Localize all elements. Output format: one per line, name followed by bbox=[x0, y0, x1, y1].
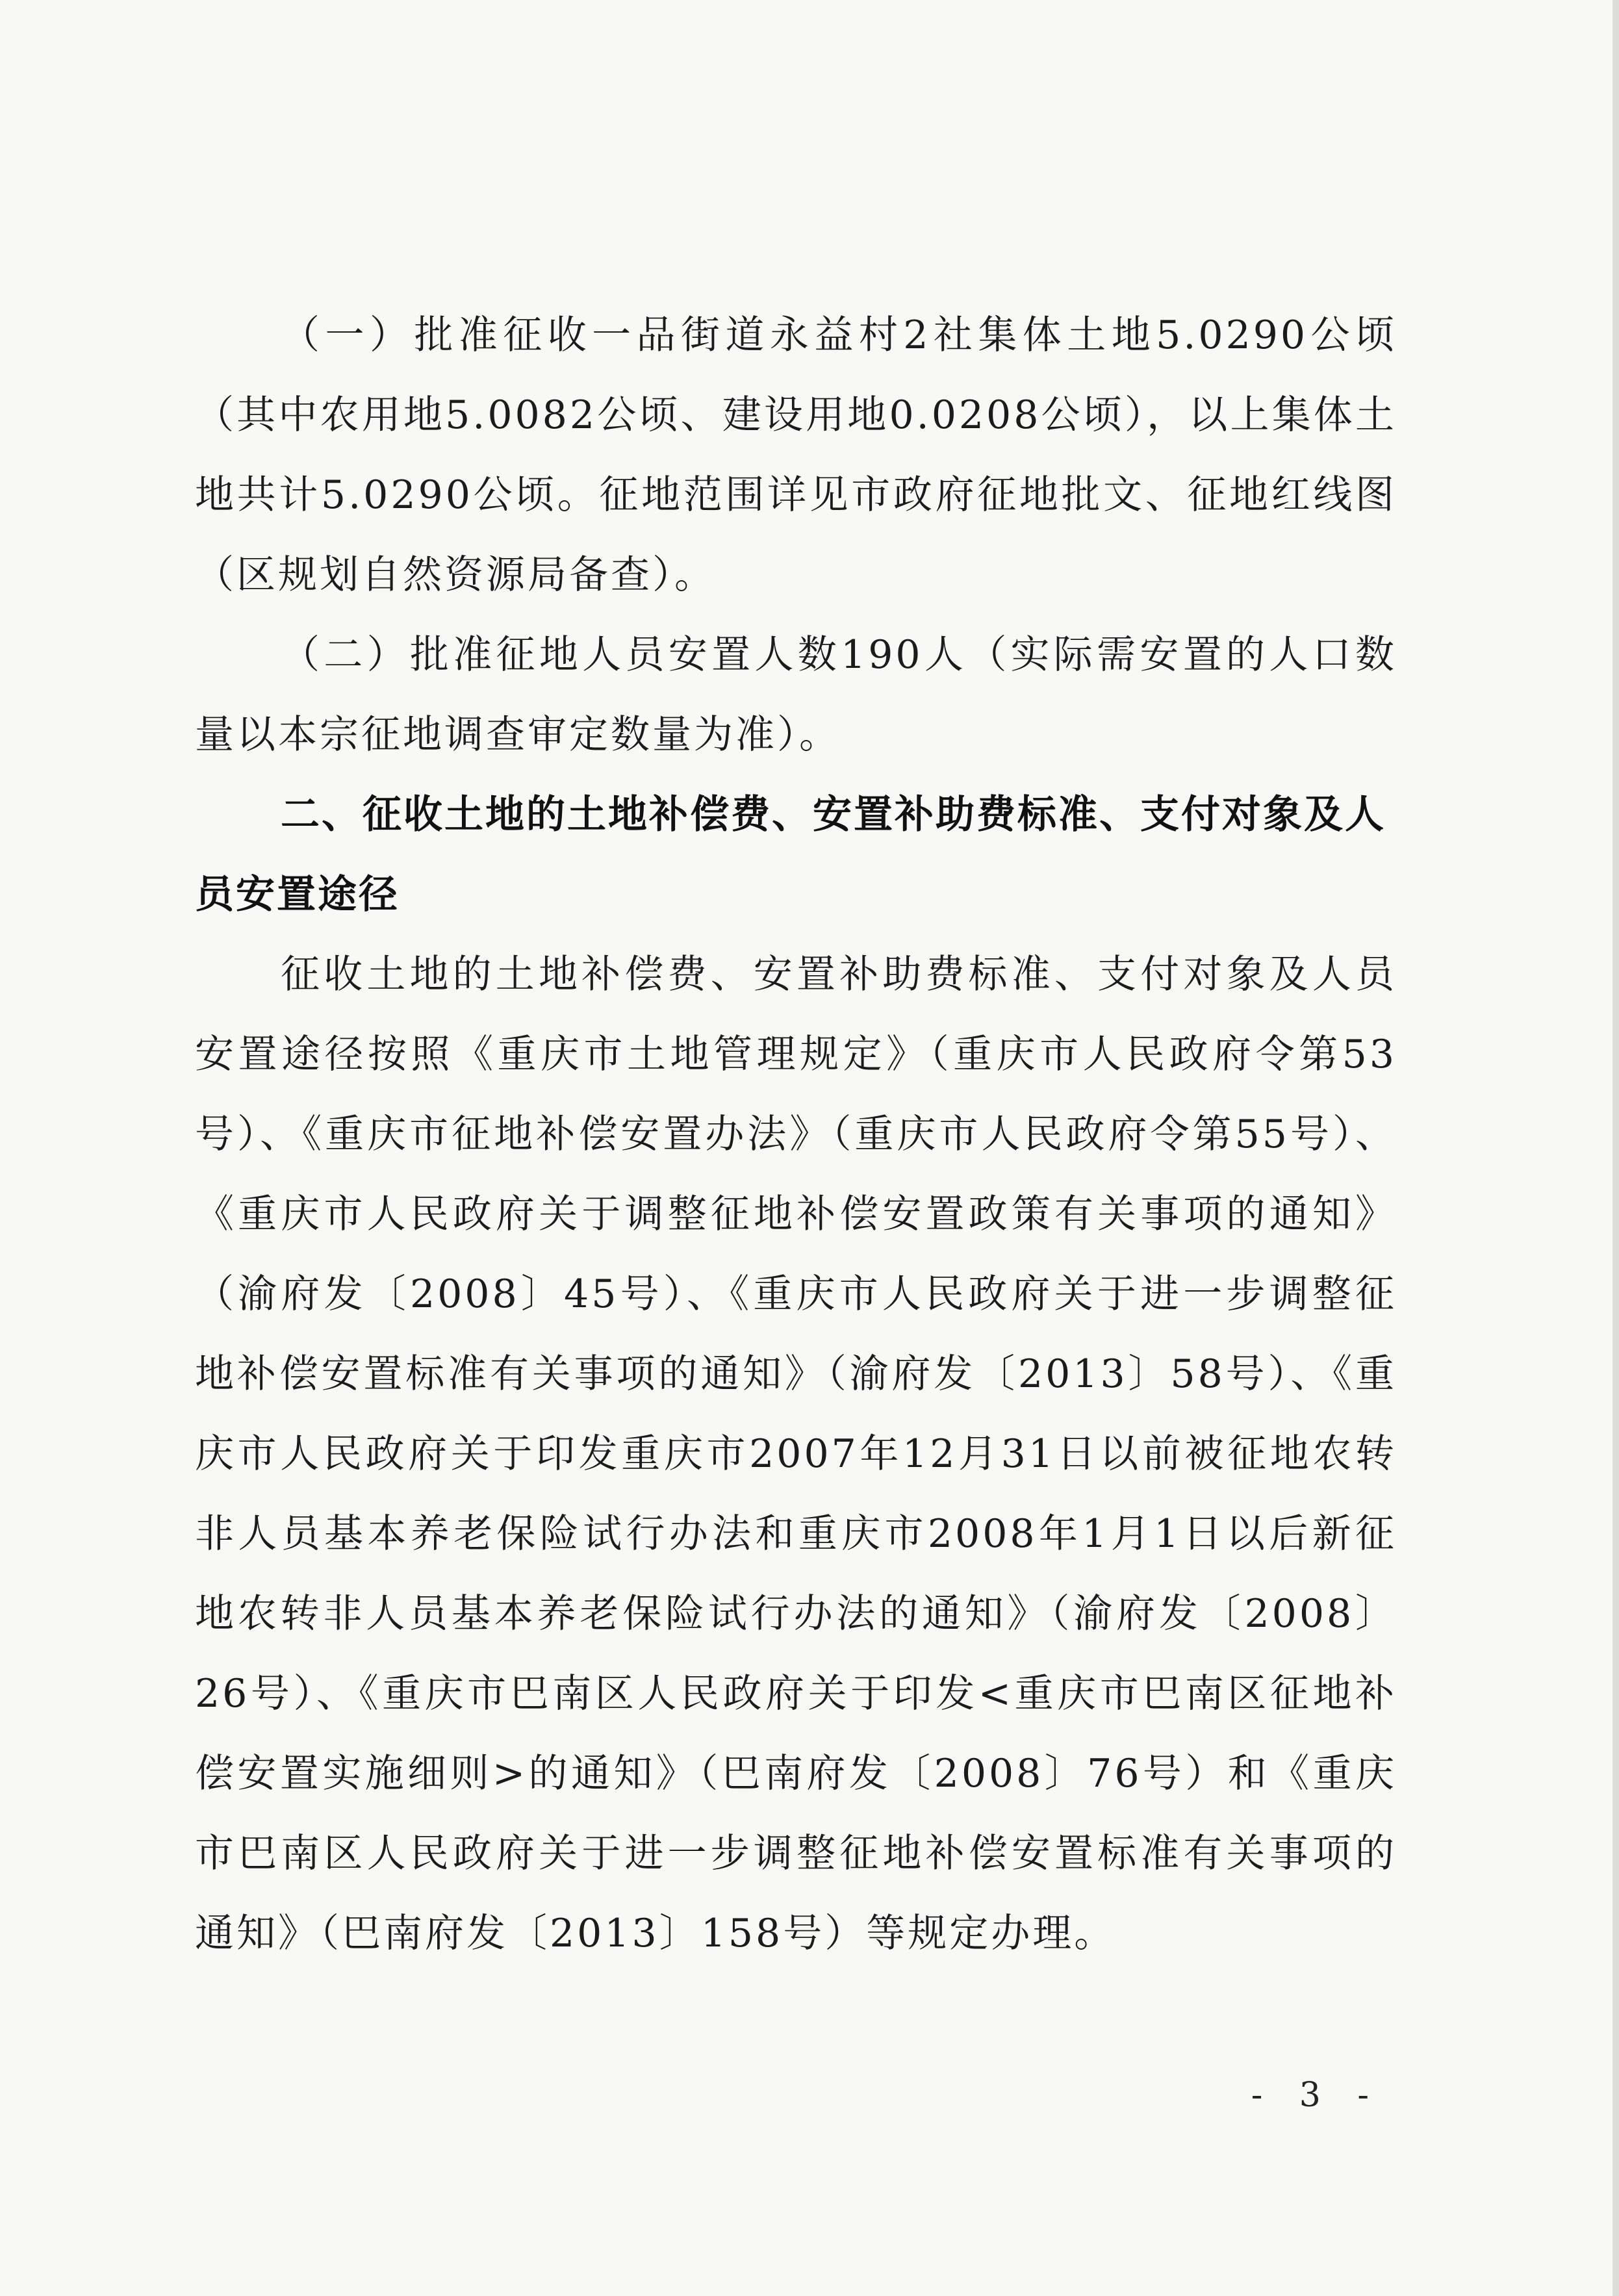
section-heading-2: 二、征收土地的土地补偿费、安置补助费标准、支付对象及人员安置途径 bbox=[195, 792, 1386, 917]
paragraph-item-2: （二）批准征地人员安置人数190人（实际需安置的人口数量以本宗征地调查审定数量为准）。 bbox=[195, 632, 1397, 758]
document-body bbox=[195, 296, 1397, 1974]
page-number: - 3 - bbox=[1251, 2076, 1382, 2115]
paragraph-item-1: （一）批准征收一品街道永益村2社集体土地5.0290公顷（其中农用地5.0082公顷、建设用地0.0208公顷），以上集体土地共计5.0290公顷。征地范围详见市政府征地批文、征地红线图（区规划自然资源局备查）。 bbox=[195, 313, 1397, 598]
compensation-paragraph: 征收土地的土地补偿费、安置补助费标准、支付对象及人员安置途径按照《重庆市土地管理规定》（重庆市人民政府令第53号）、《重庆市征地补偿安置办法》（重庆市人民政府令第55号）、《重庆市人民政府关于调整征地补偿安置政策有关事项的通知》（渝府发〔2008〕45号）、《重庆市人民政府关于进一步调整征地补偿安置标准有关事项的通知》（渝府发〔2013〕58号）、《重庆市人民政府关于印发重庆市2007年12月31日以前被征地农转非人员基本养老保险试行办法和重庆市2008年1月1日以后新征地农转非人员基本养老保险试行办法的通知》（渝府发〔2008〕26号）、《重庆市巴南区人民政府关于印发<重庆市巴南区征地补偿安置实施细则>的通知》（巴南府发〔2008〕76号）和《重庆市巴南区人民政府关于进一步调整征地补偿安置标准有关事项的通知》（巴南府发〔2013〕158号）等规定办理。 bbox=[195, 952, 1397, 1956]
